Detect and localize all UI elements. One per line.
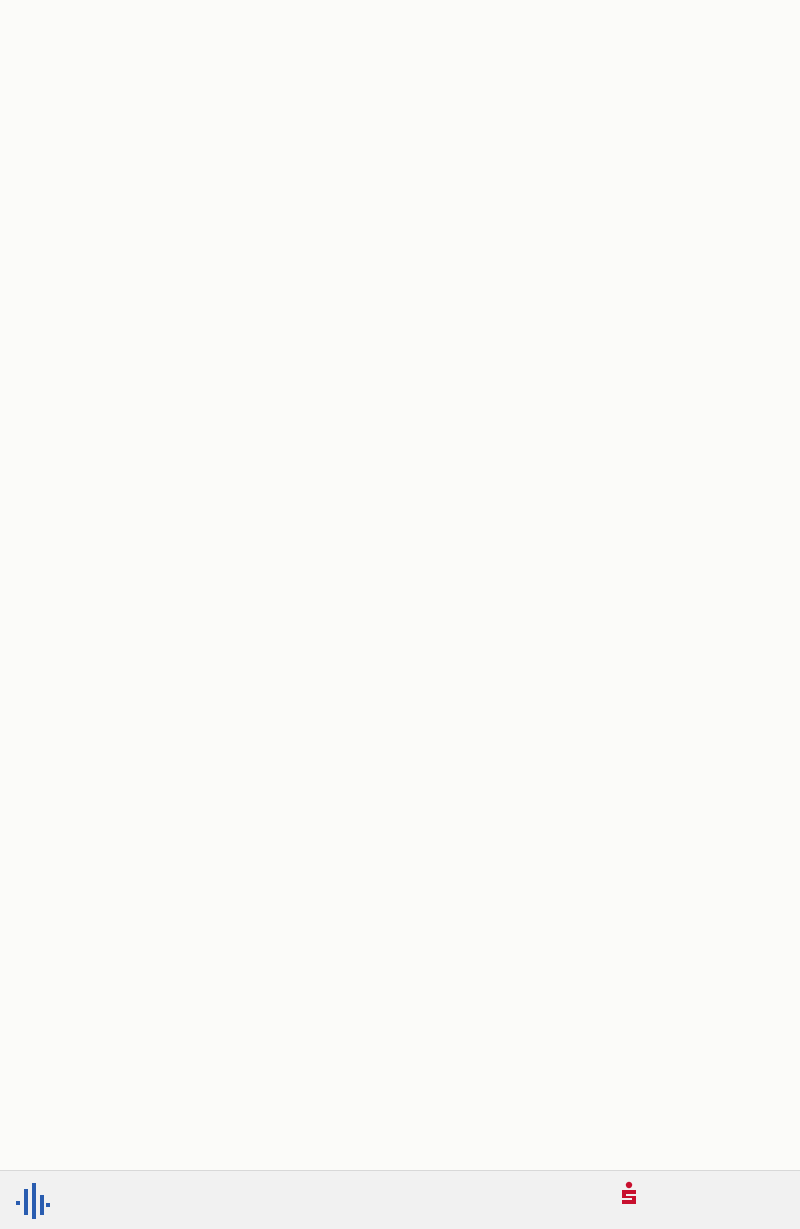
sponsor-logo[interactable]: [620, 1181, 798, 1221]
sparkasse-s-icon: [620, 1181, 638, 1205]
ub-freiburg-logo-icon[interactable]: [14, 1181, 52, 1219]
viewer-footer: [0, 1170, 800, 1229]
